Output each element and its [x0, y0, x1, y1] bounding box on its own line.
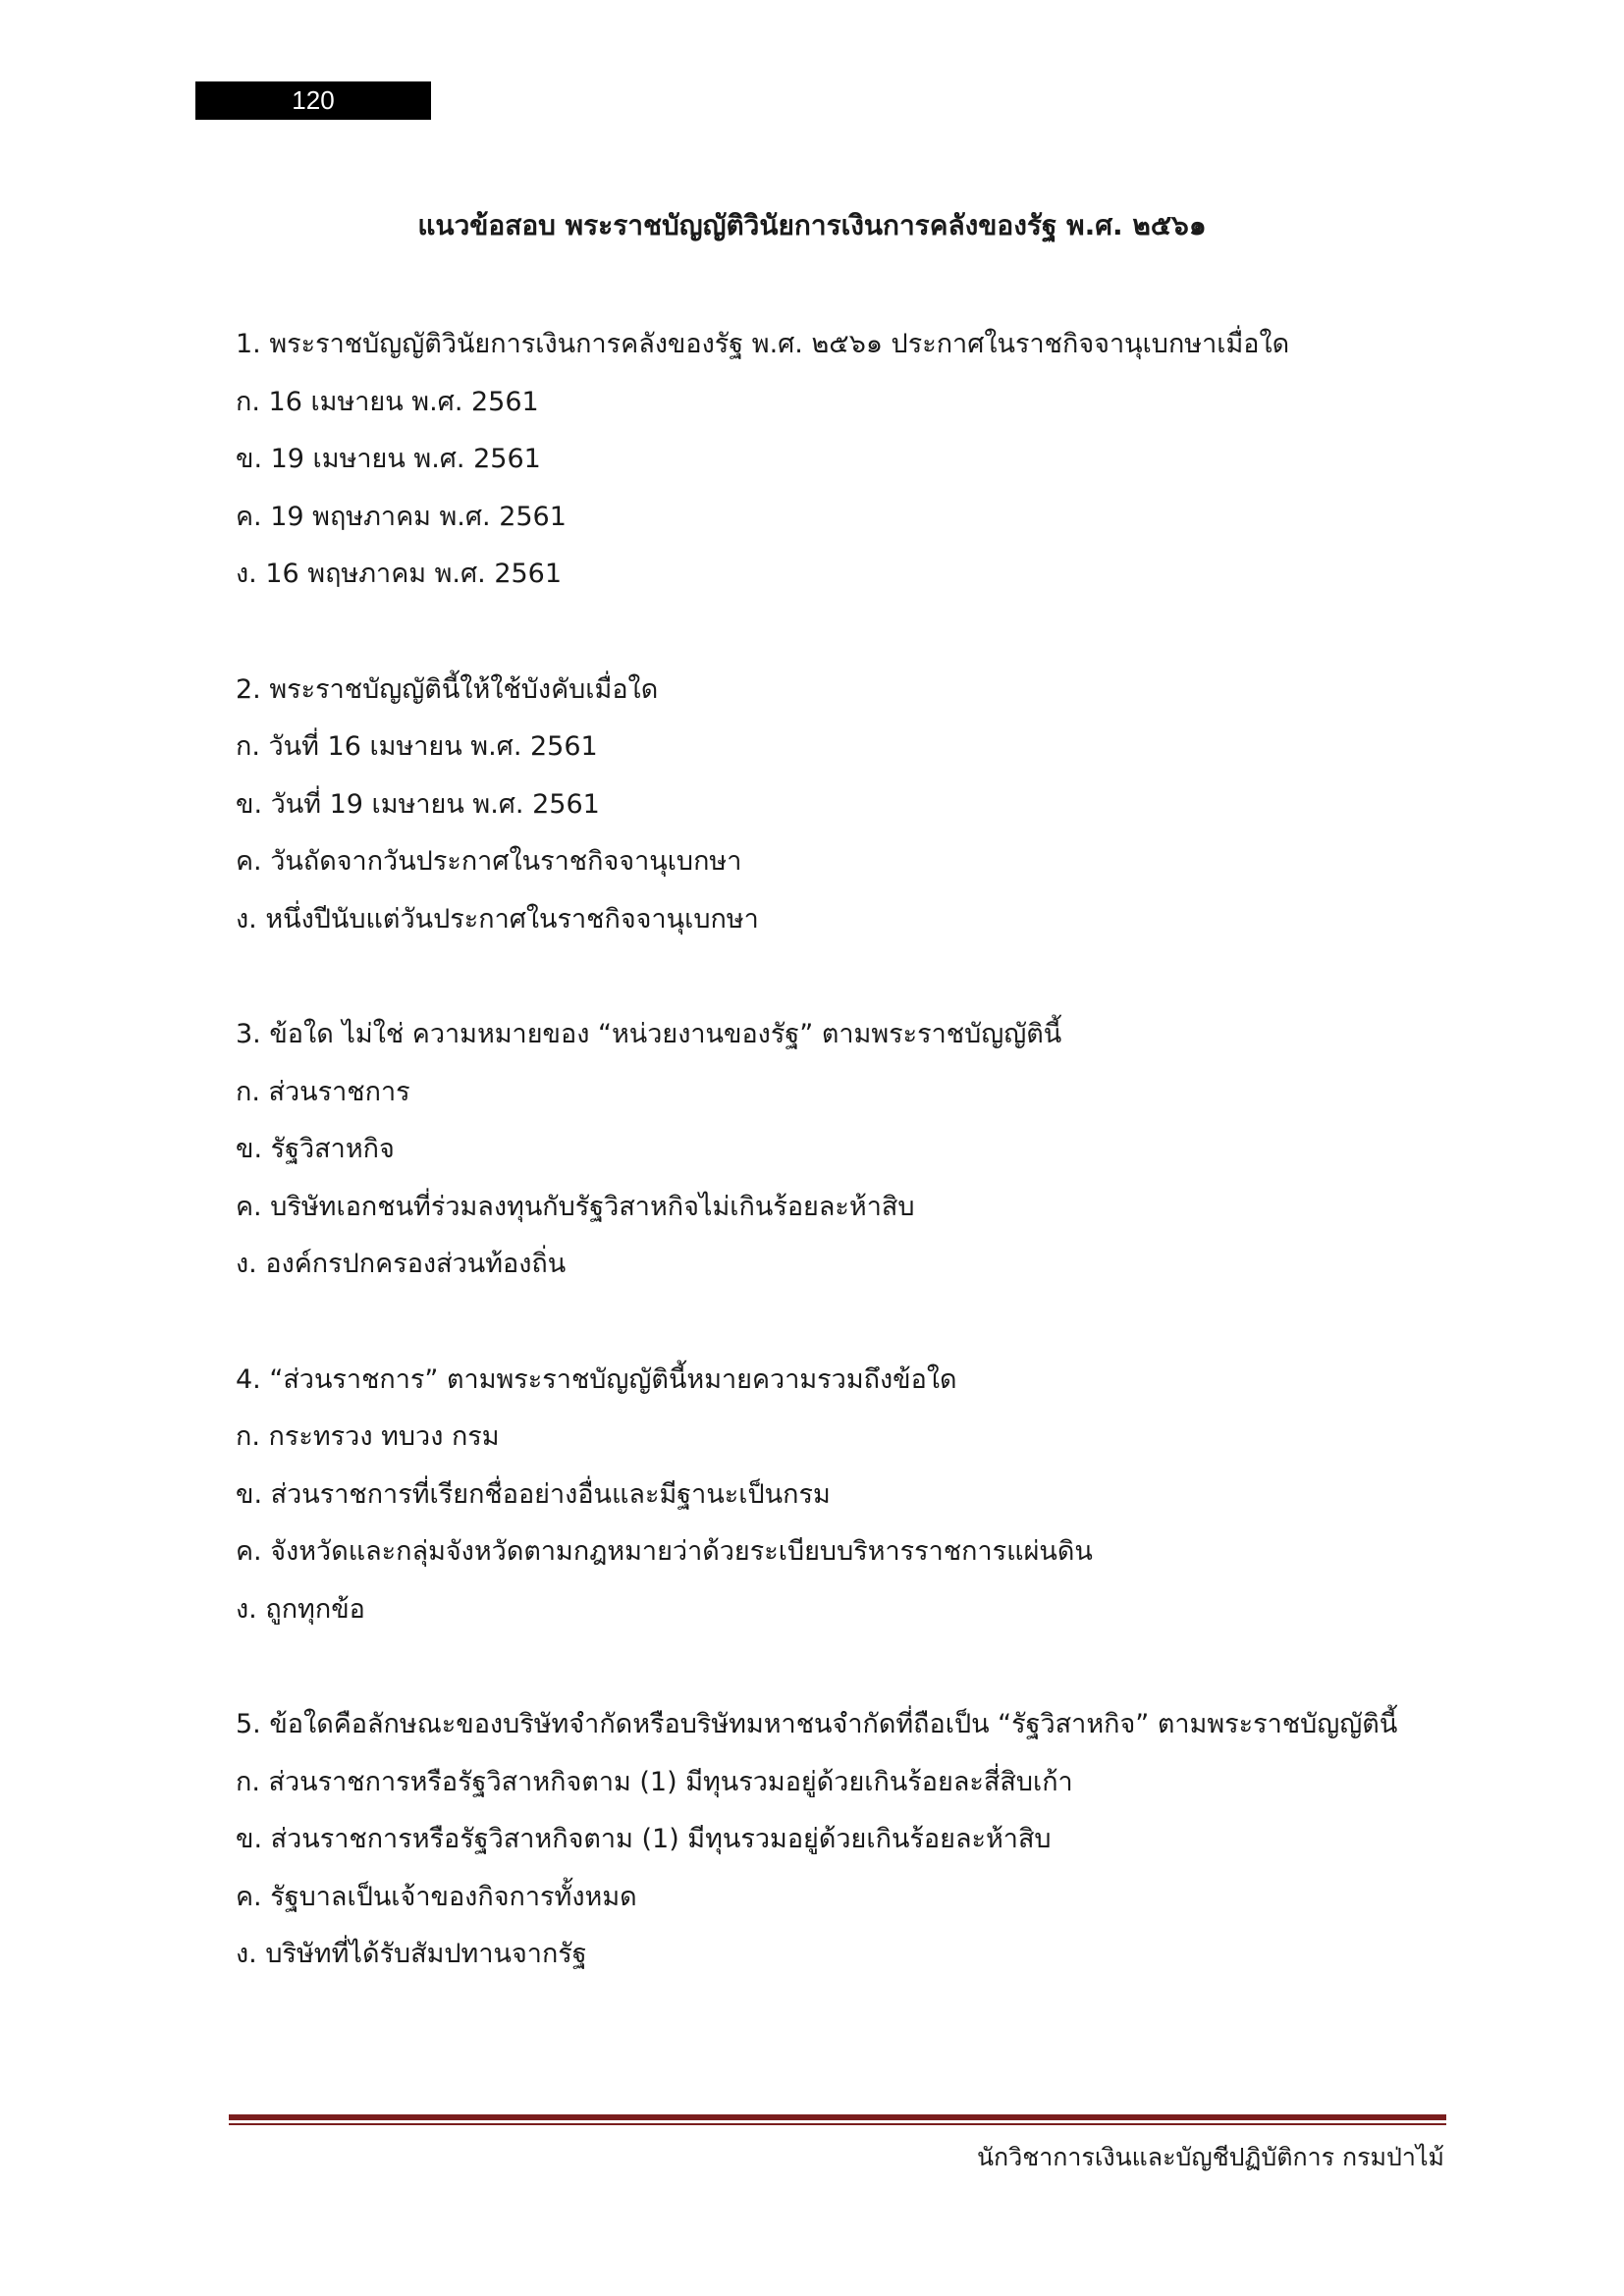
- question-5: [236, 1696, 1463, 1984]
- choice-item: ข. ส่วนราชการหรือรัฐวิสาหกิจตาม (1) มีทุนรวมอยู่ด้วยเกินร้อยละห้าสิบ: [236, 1824, 1052, 1854]
- question-1: [236, 316, 1463, 604]
- footer-divider-thick: [229, 2114, 1446, 2120]
- choice-item: ก. ส่วนราชการ: [236, 1076, 410, 1107]
- choice-item: ค. บริษัทเอกชนที่ร่วมลงทุนกับรัฐวิสาหกิจไม่เกินร้อยละห้าสิบ: [236, 1191, 915, 1222]
- question-2: [236, 662, 1463, 949]
- page-number: 120: [195, 81, 431, 120]
- question-4: [236, 1352, 1463, 1639]
- choice-item: ข. 19 เมษายน พ.ศ. 2561: [236, 444, 541, 474]
- choice-item: ง. 16 พฤษภาคม พ.ศ. 2561: [236, 559, 563, 589]
- choice-item: ง. หนึ่งปีนับแต่วันประกาศในราชกิจจานุเบกษา: [236, 903, 759, 934]
- question-text: 2. พระราชบัญญัตินี้ให้ใช้บังคับเมื่อใด: [236, 673, 659, 705]
- document-title: แนวข้อสอบ พระราชบัญญัติวินัยการเงินการคลังของรัฐ พ.ศ. ๒๕๖๑: [417, 209, 1207, 241]
- question-list: [236, 316, 1463, 2042]
- choice-item: ค. วันถัดจากวันประกาศในราชกิจจานุเบกษา: [236, 846, 742, 877]
- question-3: [236, 1006, 1463, 1294]
- question-text: 4. “ส่วนราชการ” ตามพระราชบัญญัตินี้หมายความรวมถึงข้อใด: [236, 1363, 957, 1395]
- choice-item: ก. 16 เมษายน พ.ศ. 2561: [236, 386, 539, 417]
- footer-text: นักวิชาการเงินและบัญชีปฏิบัติการ กรมป่าไม้: [976, 2143, 1444, 2171]
- choice-item: ค. รัฐบาลเป็นเจ้าของกิจการทั้งหมด: [236, 1881, 637, 1912]
- question-text: 1. พระราชบัญญัติวินัยการเงินการคลังของรัฐ พ.ศ. ๒๕๖๑ ประกาศในราชกิจจานุเบกษาเมื่อใด: [236, 329, 1290, 359]
- choice-item: ข. ส่วนราชการที่เรียกชื่ออย่างอื่นและมีฐานะเป็นกรม: [236, 1478, 831, 1510]
- choice-item: ง. องค์กรปกครองส่วนท้องถิ่น: [236, 1249, 567, 1279]
- choice-item: ง. บริษัทที่ได้รับสัมปทานจากรัฐ: [236, 1939, 587, 1969]
- question-text: 5. ข้อใดคือลักษณะของบริษัทจำกัดหรือบริษัทมหาชนจำกัดที่ถือเป็น “รัฐวิสาหกิจ” ตามพระราชบัญญัตินี้: [236, 1709, 1398, 1739]
- choice-item: ค. จังหวัดและกลุ่มจังหวัดตามกฎหมายว่าด้วยระเบียบบริหารราชการแผ่นดิน: [236, 1536, 1093, 1567]
- choice-item: ก. กระทรวง ทบวง กรม: [236, 1421, 500, 1452]
- choice-item: ข. รัฐวิสาหกิจ: [236, 1134, 395, 1164]
- choice-item: ก. ส่วนราชการหรือรัฐวิสาหกิจตาม (1) มีทุนรวมอยู่ด้วยเกินร้อยละสี่สิบเก้า: [236, 1766, 1073, 1797]
- choice-item: ค. 19 พฤษภาคม พ.ศ. 2561: [236, 501, 567, 532]
- footer-divider: [229, 2114, 1446, 2126]
- choice-item: ข. วันที่ 19 เมษายน พ.ศ. 2561: [236, 788, 600, 820]
- footer-divider-thin: [229, 2123, 1446, 2125]
- choice-item: ก. วันที่ 16 เมษายน พ.ศ. 2561: [236, 731, 598, 762]
- question-text: 3. ข้อใด ไม่ใช่ ความหมายของ “หน่วยงานของรัฐ” ตามพระราชบัญญัตินี้: [236, 1019, 1062, 1049]
- choice-item: ง. ถูกทุกข้อ: [236, 1593, 365, 1625]
